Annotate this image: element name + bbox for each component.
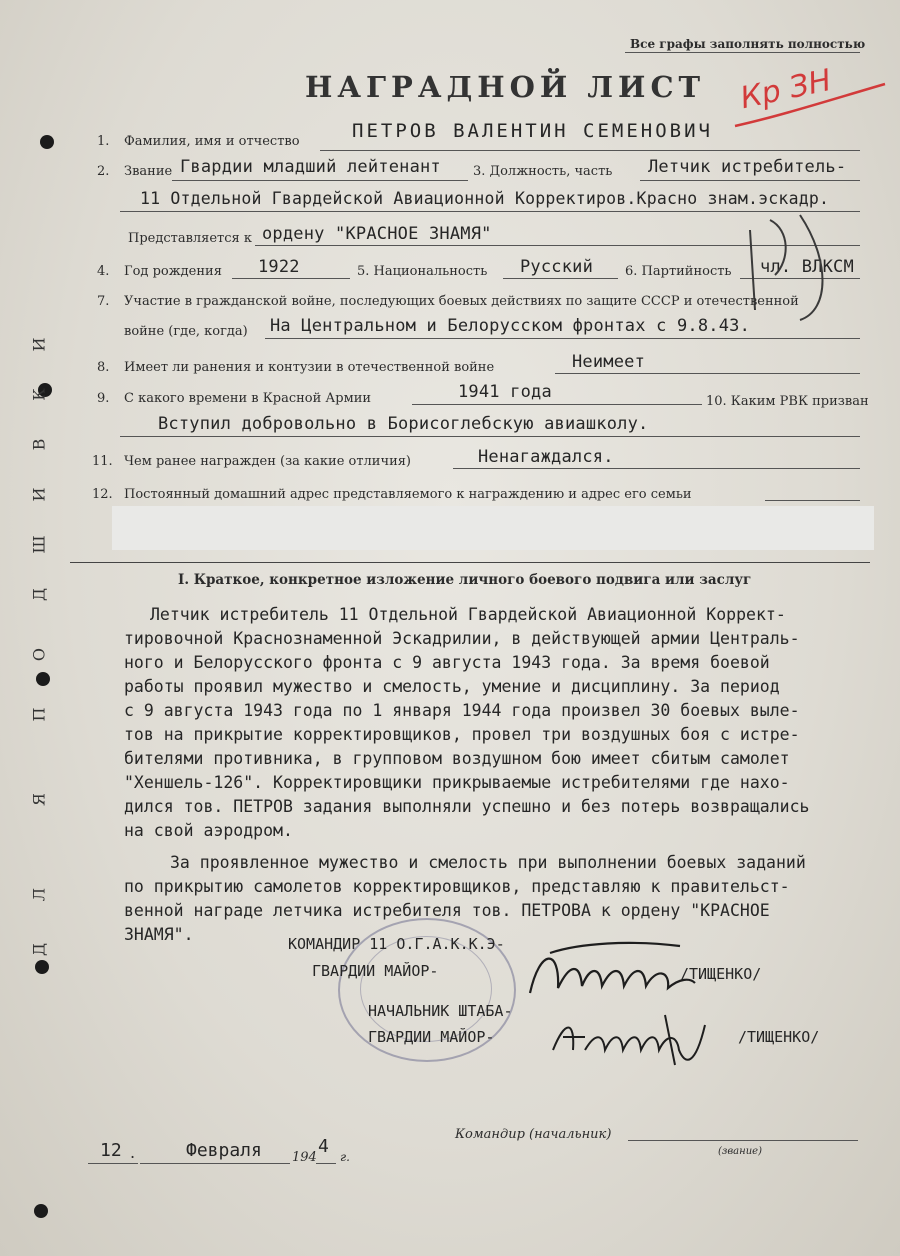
narrative-line: дился тов. ПЕТРОВ задания выполняли успешно и без потерь возвращались	[124, 797, 810, 816]
section-heading: I. Краткое, конкретное изложение личного боевого подвига или заслуг	[178, 572, 752, 588]
field-12-number: 12.	[92, 487, 113, 502]
narrative-line: ного и Белорусского фронта с 9 августа 1943 года. За время боевой	[124, 653, 770, 672]
sidebar-letter: Д	[29, 588, 49, 602]
chief-of-staff-name: /ТИЩЕНКО/	[738, 1028, 820, 1046]
field-10-label: 10. Каким РВК призван	[706, 394, 869, 409]
sidebar-letter: Ш	[29, 535, 49, 554]
page-title: НАГРАДНОЙ ЛИСТ	[305, 70, 706, 104]
recommendation-line: ЗНАМЯ".	[124, 925, 194, 944]
sidebar-letter: В	[29, 438, 49, 451]
field-9-number: 9.	[97, 391, 110, 406]
chief-of-staff-signature	[545, 1005, 715, 1075]
field-11-number: 11.	[92, 454, 113, 469]
fill-all-fields-note: Все графы заполнять полностью	[630, 37, 866, 51]
sidebar-letter: Д	[29, 943, 49, 957]
field-1-number: 1.	[97, 134, 110, 149]
position-value-continued: 11 Отдельной Гвардейской Авиационной Корректиров.Красно знам.эскадр.	[140, 189, 830, 208]
service-start-value: 1941 года	[458, 382, 552, 402]
date-year-suffix: 4	[318, 1136, 329, 1157]
date-separator: .	[130, 1143, 136, 1162]
sidebar-letter: П	[29, 707, 49, 722]
full-name-value: ПЕТРОВ ВАЛЕНТИН СЕМЕНОВИЧ	[352, 120, 713, 142]
corner-red-mark: Кр ЗН	[737, 62, 835, 117]
narrative-line: "Хеншель-126". Корректировщики прикрываемые истребителями где нахо-	[124, 773, 790, 792]
field-8-number: 8.	[97, 360, 110, 375]
presented-label: Представляется к	[128, 231, 252, 246]
field-8-label: Имеет ли ранения и контузии в отечественной войне	[124, 360, 495, 375]
recommendation-line: венной награде летчика истребителя тов. ПЕТРОВА к ордену "КРАСНОЕ	[124, 901, 770, 920]
commander-signature	[520, 938, 700, 1008]
field-3-label: 3. Должность, часть	[473, 164, 613, 179]
field-11-label: Чем ранее награжден (за какие отличия)	[124, 454, 412, 469]
sidebar-letter: О	[29, 647, 49, 662]
commander-label: Командир (начальник)	[455, 1127, 612, 1142]
chief-of-staff-title-line2: ГВАРДИИ МАЙОР-	[368, 1028, 495, 1046]
war-participation-value: На Центральном и Белорусском фронтах с 9.8.43.	[270, 316, 751, 336]
field-7-number: 7.	[97, 294, 110, 309]
sidebar-letter: Л	[29, 887, 49, 902]
birth-year-value: 1922	[258, 257, 300, 277]
narrative-line: с 9 августа 1943 года по 1 января 1944 года произвел 30 боевых выле-	[124, 701, 800, 720]
field-6-label: 6. Партийность	[625, 264, 732, 279]
narrative-line: на свой аэродром.	[124, 821, 293, 840]
recommendation-line: За проявленное мужество и смелость при выполнении боевых заданий	[170, 853, 806, 872]
recommendation-line: по прикрытию самолетов корректировщиков, представляю к правительст-	[124, 877, 790, 896]
date-day: 12	[100, 1140, 122, 1161]
binding-margin-label	[14, 320, 64, 980]
field-2-label: Звание	[124, 164, 173, 179]
position-value: Летчик истребитель-	[648, 157, 847, 177]
redacted-address-block	[112, 506, 874, 550]
narrative-line: работы проявил мужество и смелость, умение и дисциплину. За период	[124, 677, 780, 696]
date-year-unit: г.	[340, 1150, 350, 1164]
previous-awards-value: Ненагаждался.	[478, 447, 614, 467]
narrative-line: Летчик истребитель 11 Отдельной Гвардейской Авиационной Коррект-	[150, 605, 786, 624]
commander-name: /ТИЩЕНКО/	[680, 965, 762, 983]
party-value: чл. ВЛКСМ	[760, 257, 854, 277]
field-5-label: 5. Национальность	[357, 264, 488, 279]
field-4-number: 4.	[97, 264, 110, 279]
wounds-value: Неимеет	[572, 352, 646, 372]
field-7-label-cont: войне (где, когда)	[124, 324, 248, 339]
sidebar-letter: И	[29, 487, 49, 502]
handwritten-check-mark	[730, 200, 840, 330]
punch-hole	[40, 135, 54, 149]
punch-hole	[34, 1204, 48, 1218]
field-4-label: Год рождения	[124, 264, 222, 279]
sidebar-letter: К	[29, 388, 49, 401]
field-9-label: С какого времени в Красной Армии	[124, 391, 372, 406]
narrative-line: тов на прикрытие корректировщиков, провел три воздушных боя с истре-	[124, 725, 800, 744]
rank-label: (звание)	[718, 1146, 762, 1157]
red-pencil-stroke	[730, 78, 890, 138]
date-year-prefix: 194	[292, 1150, 317, 1165]
commander-title-line1: КОМАНДИР 11 О.Г.А.К.К.Э-	[288, 935, 505, 953]
rank-value: Гвардии младший лейтенант	[180, 157, 441, 177]
sidebar-letter: И	[29, 337, 49, 352]
sidebar-letter: Я	[29, 793, 49, 806]
narrative-line: бителями противника, в групповом воздушном бою имеет сбитым самолет	[124, 749, 790, 768]
conscription-value: Вступил добровольно в Борисоглебскую авиашколу.	[158, 414, 649, 434]
date-month: Февраля	[186, 1140, 262, 1161]
field-1-label: Фамилия, имя и отчество	[124, 134, 300, 149]
presented-award-value: ордену "КРАСНОЕ ЗНАМЯ"	[262, 224, 492, 244]
narrative-line: тировочной Краснознаменной Эскадрилии, в действующей армии Централь-	[124, 629, 800, 648]
field-7-label: Участие в гражданской войне, последующих боевых действиях по защите СССР и отечественной	[124, 294, 799, 309]
nationality-value: Русский	[520, 257, 594, 277]
field-12-label: Постоянный домашний адрес представляемого к награждению и адрес его семьи	[124, 487, 692, 502]
commander-title-line2: ГВАРДИИ МАЙОР-	[312, 962, 439, 980]
chief-of-staff-title-line1: НАЧАЛЬНИК ШТАБА-	[368, 1002, 513, 1020]
field-2-number: 2.	[97, 164, 110, 179]
